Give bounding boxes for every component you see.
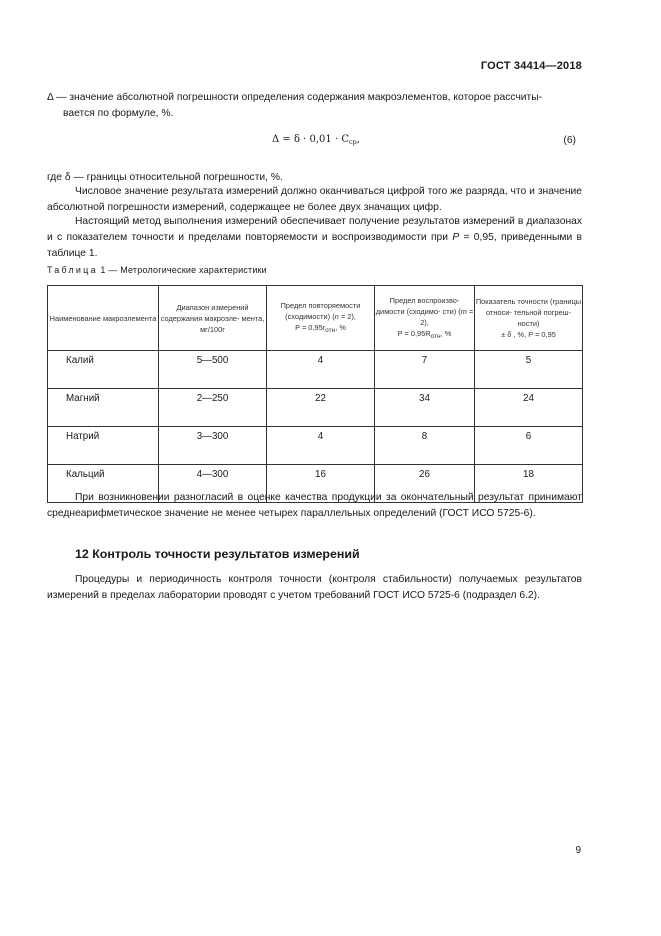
paragraph-method-after: = 0,95, приведенными в таблице 1. [47, 232, 583, 259]
table-caption-word: Таблица [47, 265, 98, 275]
cell-reproducibility: 34 [375, 389, 475, 427]
section-heading: 12 Контроль точности результатов измерений [75, 547, 360, 561]
header-reproducibility: Предел воспроизво- димости (сходимо- сти) (m = 2), $P = 0,95R_{отн}$, % [375, 286, 475, 351]
header-accuracy: Показатель точности (границы относи- тельной погреш- ности) ± δ , %, P = 0,95 [475, 286, 583, 351]
paragraph-control: Процедуры и периодичность контроля точности (контроля стабильности) получаемых результатов измерений в пределах лаборатории проводят с учетом требований ГОСТ ИСО 5725-6 (подраздел 6.2). [47, 574, 582, 601]
cell-element-name: Калий [48, 351, 159, 389]
paragraph-rounding: Числовое значение результата измерений должно оканчиваться цифрой того же разряда, что и значение абсолютной погрешности измерений, содержащее не более двух значащих цифр. [47, 186, 582, 213]
table-row [48, 351, 583, 389]
cell-reproducibility: 26 [375, 465, 475, 503]
cell-element-name: Натрий [48, 427, 159, 465]
document-header: ГОСТ 34414—2018 [480, 60, 582, 72]
delta-definition-line2: вается по формуле, %. [63, 108, 174, 119]
delta-definition [47, 90, 587, 122]
header-measurement-range: Диапазон измерений содержания макроэле- мента, мг/100г [159, 286, 267, 351]
metrology-table [47, 285, 583, 503]
cell-range: 3—300 [159, 427, 267, 465]
header-repeatability: Предел повторяемости (сходимости) (n = 2), $P = 0,95r_{отн}$, % [267, 286, 375, 351]
cell-element-name: Магний [48, 389, 159, 427]
cell-repeatability: 22 [267, 389, 375, 427]
formula-subscript: ср [348, 138, 357, 146]
delta-definition-line1: Δ — значение абсолютной погрешности определения содержания макроэлементов, которое рассчиты- [47, 92, 543, 103]
table-caption [47, 265, 267, 275]
page-number: 9 [575, 845, 581, 856]
cell-accuracy: 6 [475, 427, 583, 465]
cell-reproducibility: 8 [375, 427, 475, 465]
formula-number: (6) [563, 135, 576, 146]
table-row [48, 389, 583, 427]
cell-repeatability: 4 [267, 351, 375, 389]
cell-accuracy: 5 [475, 351, 583, 389]
cell-accuracy: 24 [475, 389, 583, 427]
paragraph-method-p: P [452, 232, 460, 243]
where-clause: где δ — границы относительной погрешности, %. [47, 172, 283, 183]
cell-range: 2—250 [159, 389, 267, 427]
paragraph-disagreement: При возникновении разногласий в оценке качества продукции за окончательный результат принимают среднеарифметическое значение не менее четырех параллельных определений (ГОСТ ИСО 5725-6). [47, 492, 582, 519]
formula-text: Δ = δ · 0,01 · C [272, 134, 349, 145]
cell-range: 5—500 [159, 351, 267, 389]
cell-reproducibility: 7 [375, 351, 475, 389]
paragraph-method [47, 214, 582, 262]
table-header-row [48, 286, 583, 351]
paragraph-method-before: Настоящий метод выполнения измерений обеспечивает получение результатов измерений в диапазонах и с показателем точности и пределами повторяемости и воспроизводимости при [47, 216, 582, 243]
cell-repeatability: 16 [267, 465, 375, 503]
cell-accuracy: 18 [475, 465, 583, 503]
header-element-name: Наименование макроэлемента [48, 286, 159, 351]
table-caption-rest: 1 — Метрологические характеристики [97, 265, 267, 275]
table-row [48, 427, 583, 465]
formula-tail: , [356, 134, 360, 145]
cell-repeatability: 4 [267, 427, 375, 465]
formula [272, 134, 360, 146]
cell-range: 4—300 [159, 465, 267, 503]
cell-element-name: Кальций [48, 465, 159, 503]
